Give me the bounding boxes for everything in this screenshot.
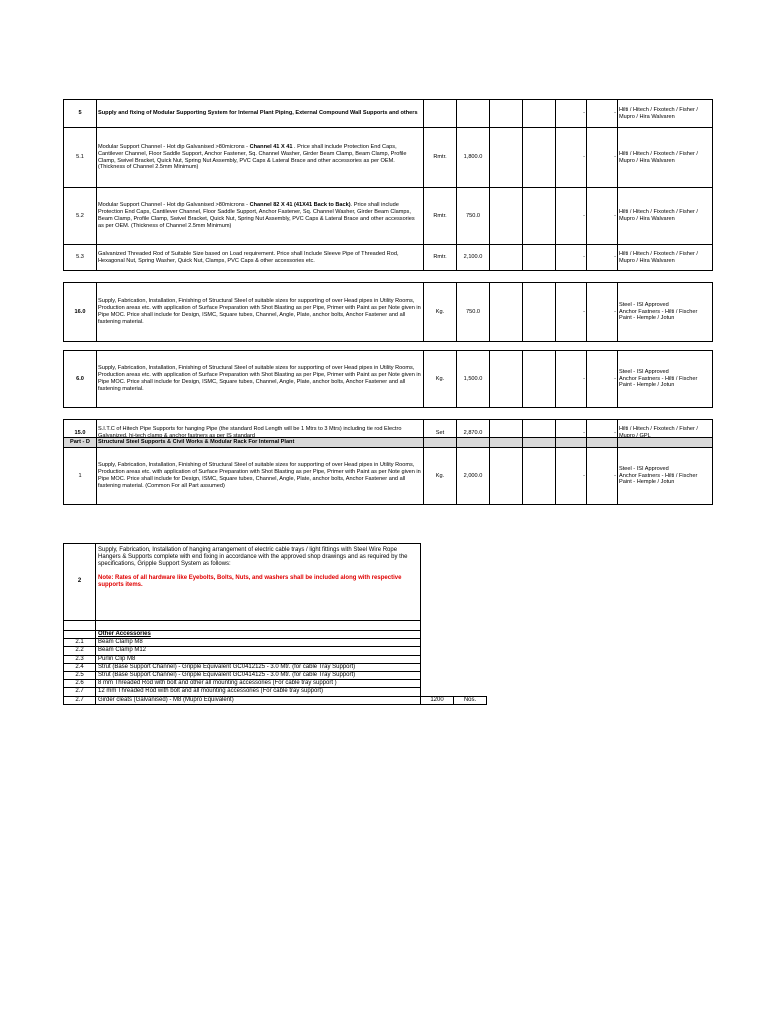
part-label: Part - D [64,438,97,448]
table-row [64,647,487,655]
rate-cell: - [556,448,587,505]
amount-cell: - [587,100,618,128]
table-row [64,128,713,188]
amount-cell: - [587,420,618,447]
item-no: 5.3 [64,245,97,271]
item-description: 8 mm Threaded Rod with bolt and other all mounting accessories (For cable tray support ) [96,680,421,688]
table-row [64,655,487,663]
amount-cell: - [587,448,618,505]
item-no: 1 [64,448,97,505]
table-row [64,680,487,688]
item-qty: 1,800.0 [457,128,490,188]
item-make: Steel - ISI Approved Anchor Fastners - Hilti / Fischer Paint - Hemple / Jotun [618,351,713,408]
item-description: Supply, Fabrication, Installation, Finishing of Structural Steel of suitable sizes for supporting of over Head pipes in Utility Rooms, Production areas etc. with application of Surface Preparation with Shot Blasting as per Pipe, Primer with Paint as per Note given in Pipe MOC. Price shall include for Design, ISMC, Square tubes, Channel, Angle, Plate, anchor bolts, Anchor Fastener and all fastening material. (Common For all Part assumed) [97,448,424,505]
part-header-row [64,438,713,448]
table-row [64,188,713,245]
item-no: 2.3 [64,655,96,663]
item-make: Steel - ISI Approved Anchor Fastners - Hilti / Fischer Paint - Hemple / Jotun [618,283,713,342]
item-no: 2.7 [64,696,96,704]
item-unit: Rmtr. [424,188,457,245]
item-no: 5 [64,100,97,128]
table-row [64,663,487,671]
item-make: Hilti / Hitech / Fixotech / Fisher / Mupro / Hira Walvaren [618,100,713,128]
item-qty: 2,870.0 [457,420,490,447]
item-unit: Rmtr. [424,245,457,271]
structural-steel-table-2 [63,350,713,408]
item-description: Galvanized Threaded Rod of Suitable Size based on Load requirement. Price shall Include Sleeve Pipe of Threaded Rod, Hexagonal Nut, Spring Washer, Quick Nut, Clamps, PVC Caps & other accessories etc. [97,245,424,271]
table-row [64,688,487,696]
item-description: Modular Support Channel - Hot dip Galvanised >80microns - Channel 82 X 41 (41X41 Back to Back). Price shall include Protection End Caps, Cantilever Channel, Floor Saddle Support, Anchor Fastener, Sq. Channel Washer, Girder Beam Clamps, Beam Clamp, Profile Clamp, Swivel Bracket, Quick Nut, Spring Nut Assembly, PVC Caps & Lateral Brace and other accessories as per OEM. (Thickness of Channel 2.5mm Minimum) [97,188,424,245]
item-unit: Kg. [424,351,457,408]
item-no: 2.5 [64,671,96,679]
item-make: Hilti / Hitech / Fixotech / Fisher / Mupro / Hira Walvaren [618,188,713,245]
rate-cell: - [556,351,587,408]
item-description: S.I.T.C of Hitech Pipe Supports for hanging Pipe (the standard Rod Length will be 1 Mtrs to 3 Mtrs) including tie rod Electro Galvanized, hi-tech clamp & anchor fastners as per IS standard [97,420,424,447]
table-row [64,448,713,505]
table-row [64,544,487,621]
item-no: 16.0 [64,283,97,342]
item-description: 12 mm Threaded Rod with bolt and all mounting accessories (For cable tray support) [96,688,421,696]
item-unit: Kg. [424,283,457,342]
item-unit: Rmtr. [424,128,457,188]
item-no: 2.4 [64,663,96,671]
item-description: Supply, Fabrication, Installation, Finishing of Structural Steel of suitable sizes for supporting of over Head pipes in Utility Rooms, Production areas etc. with application of Surface Preparation with Shot Blasting as per Pipe, Primer with Paint as per Note given in Pipe MOC. Price shall include for Design, ISMC, Square tubes, Channel, Angle, Plate, anchor bolts, Anchor Fastener and all fastening material. [97,351,424,408]
item-description: Beam Clamp M8 [96,639,421,647]
item-unit: Set [424,420,457,447]
item-make: Hilti / Hitech / Fixotech / Fisher / Mupro / Hira Walvaren [618,245,713,271]
item-no: 6.0 [64,351,97,408]
rate-cell: - [556,283,587,342]
item-no: 2.6 [64,680,96,688]
part-d-table [63,437,713,505]
item-no: 2.1 [64,639,96,647]
item-no: 2.7 [64,688,96,696]
accessories-header: Other Accessories [96,631,421,639]
item-description: Supply, Fabrication, Installation of hanging arrangement of electric cable trays / light fittings with Steel Wire Rope Hangers & Supports complete with end fixing in accordance with the approved shop drawings and as required by the specifications, Gripple Support System as follows: Note: Rates of all hardware like Eyebolts, Bolts, Nuts, and washers shall be included along with respective supports items. [96,544,421,621]
item-description: Strut (Base Support Channel) - Gripple Equivalent GC0414125 - 3.0 Mtr. (for cable Tray Support) [96,671,421,679]
table-row [64,100,713,128]
hanging-arrangement-table [63,543,487,705]
item-no: 15.0 [64,420,97,447]
table-row [64,283,713,342]
amount-cell: - [587,283,618,342]
item-qty: 1200 [421,696,454,704]
amount-cell: - [587,128,618,188]
table-row [64,621,487,631]
rate-cell: - [556,420,587,447]
structural-steel-table-1 [63,282,713,342]
rate-cell: - [556,188,587,245]
rate-cell: - [556,100,587,128]
table-row [64,671,487,679]
amount-cell: - [587,188,618,245]
item-description: Girder cleats (Galvanised) - M8 (Mupro Equivalent) [96,696,421,704]
part-title: Structural Steel Supports & Civil Works & Modular Rack For Internal Plant [97,438,424,448]
item-no: 2 [64,544,96,621]
item-make: Steel - ISI Approved Anchor Fastners - Hilti / Fischer Paint - Hemple / Jotun [618,448,713,505]
item-qty: 2,000.0 [457,448,490,505]
item-unit: Kg. [424,448,457,505]
table-row [64,245,713,271]
item-no: 5.2 [64,188,97,245]
rate-cell: - [556,128,587,188]
amount-cell: - [587,351,618,408]
item-qty: 2,100.0 [457,245,490,271]
item-no: 2.2 [64,647,96,655]
item-description: Purlin Clip M8 [96,655,421,663]
item-description: Strut (Base Support Channel) - Gripple Equivalent GC0412125 - 3.0 Mtr. (for cable Tray Support) [96,663,421,671]
item-qty: 1,500.0 [457,351,490,408]
item-make: Hilti / Hitech / Fixotech / Fisher / Mupro / GPL [618,420,713,447]
modular-support-table [63,99,713,271]
amount-cell: - [587,245,618,271]
item-make: Hilti / Hitech / Fixotech / Fisher / Mupro / Hira Walvaren [618,128,713,188]
item-description: Beam Clamp M12 [96,647,421,655]
item-qty: 750.0 [457,188,490,245]
item-unit: Nos. [454,696,487,704]
table-row [64,631,487,639]
item-description: Supply, Fabrication, Installation, Finishing of Structural Steel of suitable sizes for supporting of over Head pipes in Utility Rooms, Production areas etc. with application of Surface Preparation with Shot Blasting as per Pipe, Primer with Paint as per Note given in Pipe MOC. Price shall include for Design, ISMC, Square tubes, Channel, Angle, Plate, anchor bolts, Anchor Fastener and all fastening material. [97,283,424,342]
rate-cell: - [556,245,587,271]
item-qty: 750.0 [457,283,490,342]
table-row [64,696,487,704]
note-text: Note: Rates of all hardware like Eyebolts, Bolts, Nuts, and washers shall be included along with respective supports items. [98,574,402,588]
item-no: 5.1 [64,128,97,188]
item-qty [457,100,490,128]
item-description: Supply and fixing of Modular Supporting System for Internal Plant Piping, External Compound Wall Supports and others [97,100,424,128]
item-description: Modular Support Channel - Hot dip Galvanised >80microns - Channel 41 X 41 . Price shall include Protection End Caps, Cantilever Channel, Floor Saddle Support, Anchor Fastener, Sq. Channel Washer, Girder Beam Clamp, Beam Clamp, Profile Clamp, Swivel Bracket, Quick Nut, Spring Nut Assembly, PVC Caps & Lateral Brace and other accessories as per OEM. (Thickness of Channel 2.5mm Minimum) [97,128,424,188]
table-row [64,639,487,647]
item-unit [424,100,457,128]
table-row [64,351,713,408]
